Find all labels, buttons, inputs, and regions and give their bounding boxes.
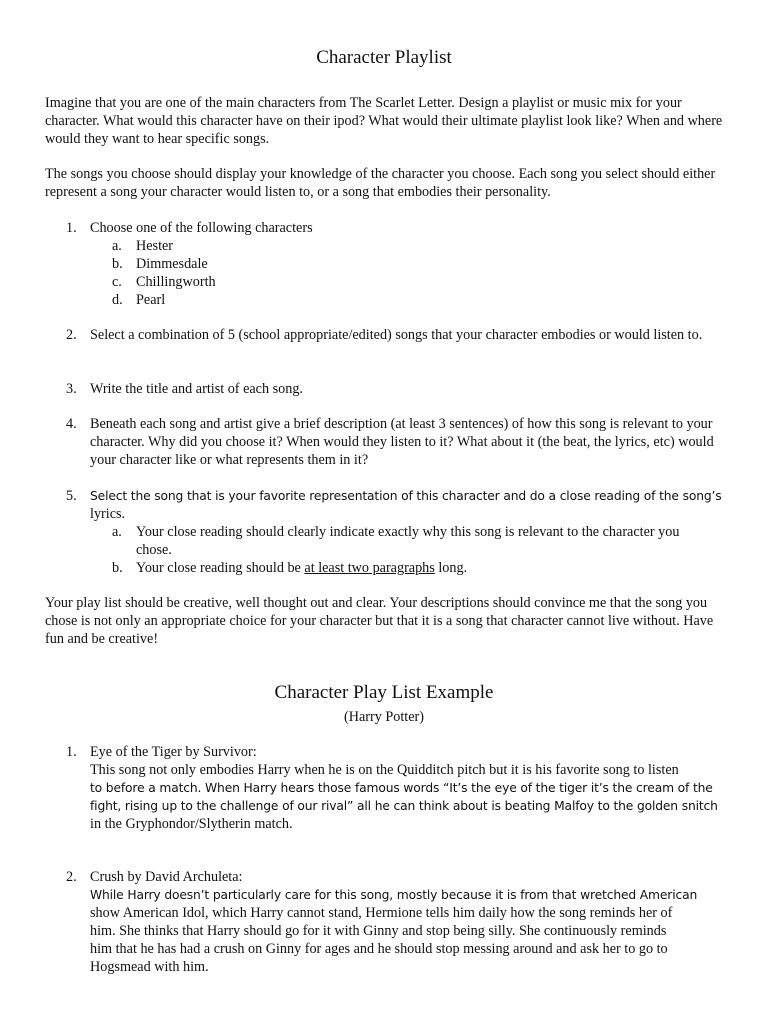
character-option: c. Chillingworth: [112, 274, 216, 290]
step-text: Choose one of the following characters: [90, 220, 313, 236]
close-reading-item: b. Your close reading should be at least two paragraphs long.: [112, 560, 468, 576]
character-option: a. Hester: [112, 238, 174, 254]
intro-paragraph-2: The songs you choose should display your knowledge of the character you choose. Each song you select should either represent a song your character would listen to, or a song that embodies their personality.: [45, 166, 716, 200]
step-text: Select a combination of 5 (school appropriate/edited) songs that your character embodies or would listen to.: [90, 327, 703, 343]
document-page: Character Playlist Imagine that you are one of the main characters from The Scarlet Letter. Design a playlist or music mix for your character. What would this character have on their ipod? What would their ultimate playlist look like? When and where would they want to hear specific songs. The songs you choose should display your knowledge of the character you choose. Each song you select should either represent a song your character would listen to, or a song that embodies their personality. 1. Choose one of the following characters a. Hester b. Dimmesdale c. Chillingworth d. Pearl 2. Select a combination of 5 (school appropriate/edited) songs that your character embodies or would listen to. 3. Write the title and artist of each song. 4. Beneath each song and artist give a brief description (at least 3 sentences) of how this song is relevant to your character. Why did you choose it? When would they listen to it? What about it (the beat, the lyrics, etc) would your character like or what represents them in it? 5. Select the song that is your favorite representation of this character and do a close reading of the song’s lyrics. a. Your close reading should clearly indicate exactly why this song is relevant to the character you chose. b. Your close reading should be at least two paragraphs long. Your play list should be creative, well thought out and clear. Your descriptions should convince me that the song you chose is not only an appropriate choice for your character but that it is a song that character cannot live without. Have fun and be creative! Character Play List Example (Harry Potter) 1. Eye of the Tiger by Survivor: This song not only embodies Harry when he is on the Quidditch pitch but it is his favorite song to listen to before a match. When Harry hears those famous words “It’s the eye of the tiger it’s the cream of the fight, rising up to the challenge of our rival” all he can think about is beating Malfoy to the golden snitch in the Gryphondor/Slytherin match. 2. Crush by David Archuleta: While Harry doesn’t particularly care for this song, mostly because it is from that wretched American show American Idol, which Harry cannot stand, Hermione tells him daily how the song reminds her of him. She thinks that Harry should go for it with Ginny and stop being silly. She continuously reminds him that he has had a crush on Ginny for ages and he should stop messing around and ask her to go to Hogsmead with him.: [0, 0, 768, 1024]
closing-paragraph: Your play list should be creative, well thought out and clear. Your descriptions should convince me that the song you chose is not only an appropriate choice for your character but that it is a song that character cannot live without. Have fun and be creative!: [45, 595, 714, 647]
step-text: Select the song that is your favorite representation of this character and do a close reading of the song’s lyrics.: [90, 489, 722, 522]
song-heading: Eye of the Tiger by Survivor:: [90, 744, 257, 760]
close-reading-list: [112, 523, 732, 577]
character-option: b. Dimmesdale: [112, 256, 208, 272]
close-reading-item: a. Your close reading should clearly indicate exactly why this song is relevant to the character you chose.: [112, 524, 680, 558]
example-title: Character Play List Example: [274, 682, 494, 703]
character-list: [112, 237, 732, 309]
character-option: d. Pearl: [112, 292, 166, 308]
step-text: Write the title and artist of each song.: [90, 381, 303, 397]
underlined-phrase: at least two paragraphs: [304, 560, 435, 576]
step-number: 1.: [66, 220, 77, 236]
step-text: Beneath each song and artist give a brief description (at least 3 sentences) of how this song is relevant to your character. Why did you choose it? When would they listen to it? What about it (the beat, the lyrics, etc) would your character like or what represents them in it?: [90, 416, 714, 468]
example-subtitle: (Harry Potter): [344, 709, 424, 725]
song-heading: Crush by David Archuleta:: [90, 869, 243, 885]
intro-paragraph-1: Imagine that you are one of the main characters from The Scarlet Letter. Design a playlist or music mix for your character. What would this character have on their ipod? What would their ultimate playlist look like? When and where would they want to hear specific songs.: [45, 95, 723, 147]
page-title: Character Playlist: [316, 47, 452, 68]
